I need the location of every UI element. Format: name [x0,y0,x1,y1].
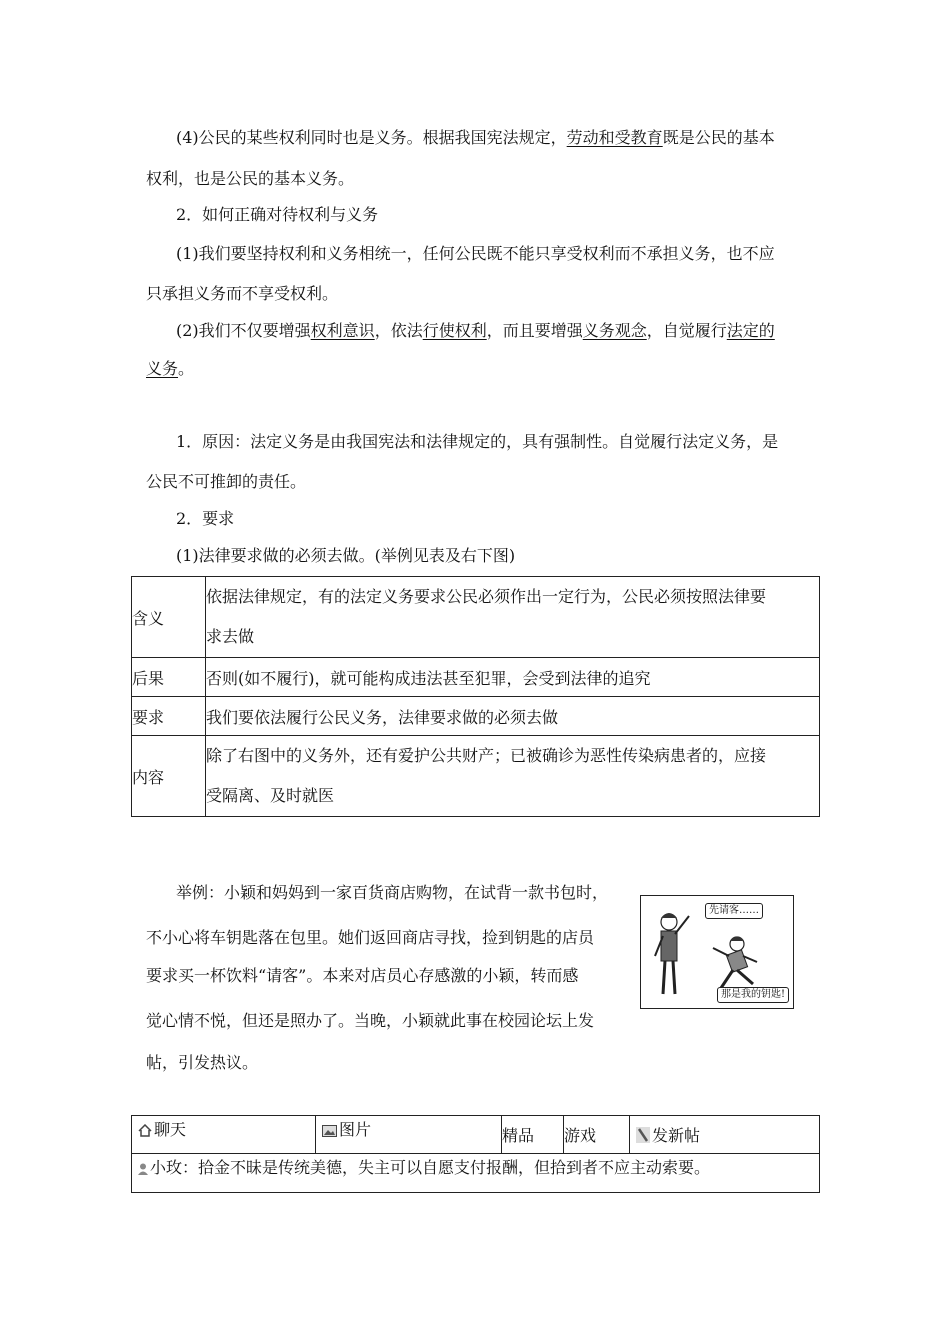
pencil-icon [636,1127,650,1147]
table-row [132,577,820,658]
table-label: 后果 [132,658,206,697]
underlined-exercise-rights: 行使权利 [422,321,487,340]
home-icon [138,1122,152,1141]
underlined-duty: 义务 [146,359,179,378]
paragraph-awareness-cont: 义务。 [146,359,195,378]
paragraph-rights-duties-4-cont: 权利，也是公民的基本义务。 [146,169,355,188]
table-cell: 依据法律规定，有的法定义务要求公民必须作出一定行为，公民必须按照法律要 求去做 [206,577,820,658]
underlined-labor-education: 劳动和受教育 [566,128,663,147]
user-icon [138,1160,148,1179]
tab-images-label: 图片 [339,1120,372,1139]
underlined-rights-awareness: 权利意识 [310,321,375,340]
table-row [132,697,820,736]
forum-post [132,1154,820,1193]
example-line-5: 帖，引发热议。 [146,1053,259,1072]
paragraph-reason-line1: 1．原因：法定义务是由我国宪法和法律规定的，具有强制性。自觉履行法定义务，是 [176,432,779,451]
heading-how-to-treat: 2．如何正确对待权利与义务 [176,205,379,224]
tab-images[interactable] [316,1116,502,1154]
table-cell: 除了右图中的义务外，还有爱护公共财产；已被确诊为恶性传染病患者的，应接 受隔离、及时就医 [206,736,820,817]
paragraph-reason-line2: 公民不可推卸的责任。 [146,472,307,491]
table-label: 要求 [132,697,206,736]
forum-table [131,1115,820,1193]
paragraph-unity-line2: 只承担义务而不享受权利。 [146,284,339,303]
tab-featured[interactable]: 精品 [502,1116,564,1154]
table-cell: 否则(如不履行)，就可能构成违法甚至犯罪，会受到法律的追究 [206,658,820,697]
new-post-button[interactable] [630,1116,820,1154]
cartoon-illustration [640,895,794,1009]
underlined-duty-concept: 义务观念 [582,321,647,340]
paragraph-rights-duties-4: (4)公民的某些权利同时也是义务。根据我国宪法规定，劳动和受教育既是公民的基本 [176,128,775,147]
tab-chat-label: 聊天 [154,1120,187,1139]
paragraph-unity-line1: (1)我们要坚持权利和义务相统一，任何公民既不能只享受权利而不承担义务，也不应 [176,244,775,263]
subheading-must-do: (1)法律要求做的必须去做。(举例见表及右下图) [176,546,516,565]
tab-chat[interactable] [132,1116,316,1154]
table-label: 含义 [132,577,206,658]
paragraph-awareness: (2)我们不仅要增强权利意识，依法行使权利，而且要增强义务观念，自觉履行法定的 [176,321,775,340]
example-line-2: 不小心将车钥匙落在包里。她们返回商店寻找，捡到钥匙的店员 [146,928,595,947]
new-post-label: 发新帖 [652,1125,701,1145]
speech-bubble-bottom: 那是我的钥匙! [717,987,789,1003]
underlined-statutory: 法定的 [726,321,775,340]
table-row [132,658,820,697]
example-line-3: 要求买一杯饮料“请客”。本来对店员心存感激的小颖，转而感 [146,966,579,985]
table-row [132,736,820,817]
example-line-4: 觉心情不悦，但还是照办了。当晚，小颖就此事在校园论坛上发 [146,1011,595,1030]
table-cell: 我们要依法履行公民义务，法律要求做的必须去做 [206,697,820,736]
example-line-1: 举例：小颖和妈妈到一家百货商店购物，在试背一款书包时， [176,883,609,902]
speech-bubble-top: 先请客…… [705,903,763,919]
image-icon [322,1122,337,1141]
tab-games[interactable]: 游戏 [564,1116,630,1154]
duty-table [131,576,820,817]
forum-post-text: 小玫：拾金不昧是传统美德，失主可以自愿支付报酬，但拾到者不应主动索要。 [150,1158,711,1177]
forum-tab-row [132,1116,820,1154]
table-label: 内容 [132,736,206,817]
heading-requirements: 2．要求 [176,509,235,528]
forum-post-row [132,1154,820,1193]
